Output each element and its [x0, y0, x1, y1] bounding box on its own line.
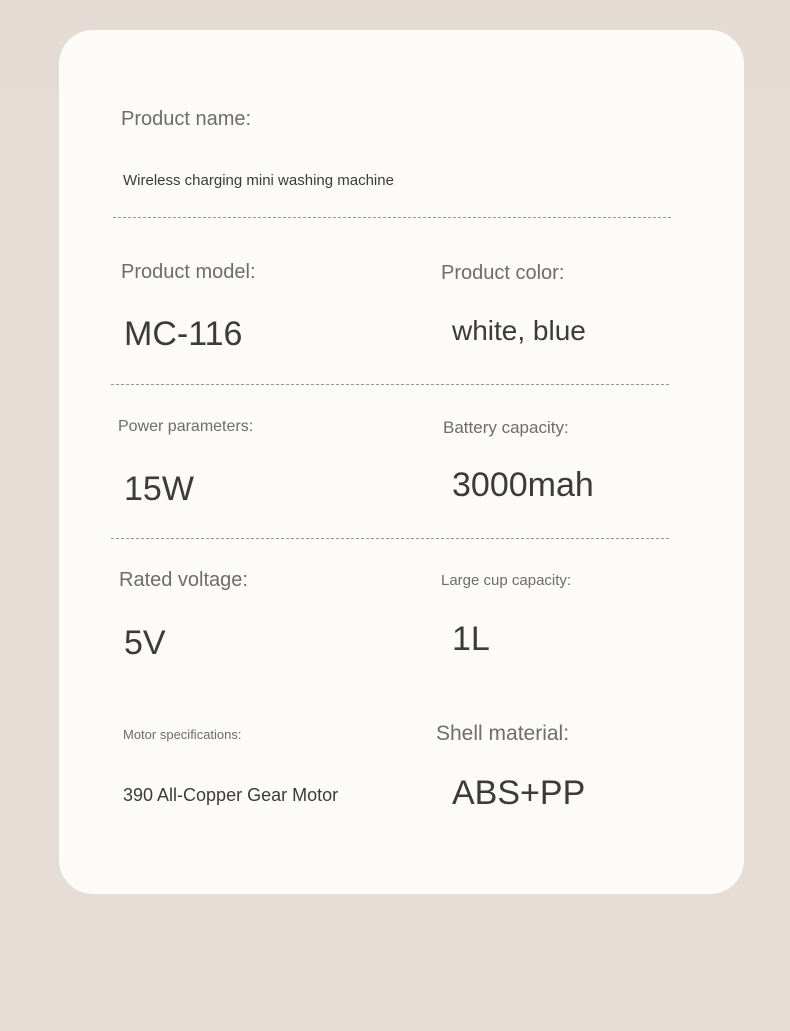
rated-voltage-label: Rated voltage: — [119, 569, 248, 591]
battery-capacity-label: Battery capacity: — [443, 418, 569, 437]
power-parameters-label: Power parameters: — [118, 418, 254, 435]
product-model-label: Product model: — [121, 261, 256, 283]
motor-specifications-label: Motor specifications: — [123, 727, 242, 742]
product-name-label: Product name: — [121, 108, 252, 130]
divider — [113, 217, 671, 218]
battery-capacity-value: 3000mah — [452, 466, 594, 504]
shell-material-value: ABS+PP — [452, 774, 586, 812]
product-color-label: Product color: — [441, 262, 565, 284]
product-model-value: MC-116 — [124, 315, 243, 353]
product-color-value: white, blue — [452, 315, 586, 346]
motor-specifications-value: 390 All-Copper Gear Motor — [123, 785, 339, 805]
divider — [111, 538, 669, 539]
rated-voltage-value: 5V — [124, 624, 166, 662]
spec-card — [59, 30, 744, 894]
large-cup-capacity-label: Large cup capacity: — [441, 572, 572, 589]
divider — [111, 384, 669, 385]
product-name-value: Wireless charging mini washing machine — [123, 172, 394, 189]
large-cup-capacity-value: 1L — [452, 620, 490, 658]
shell-material-label: Shell material: — [436, 722, 570, 745]
power-parameters-value: 15W — [124, 470, 194, 508]
